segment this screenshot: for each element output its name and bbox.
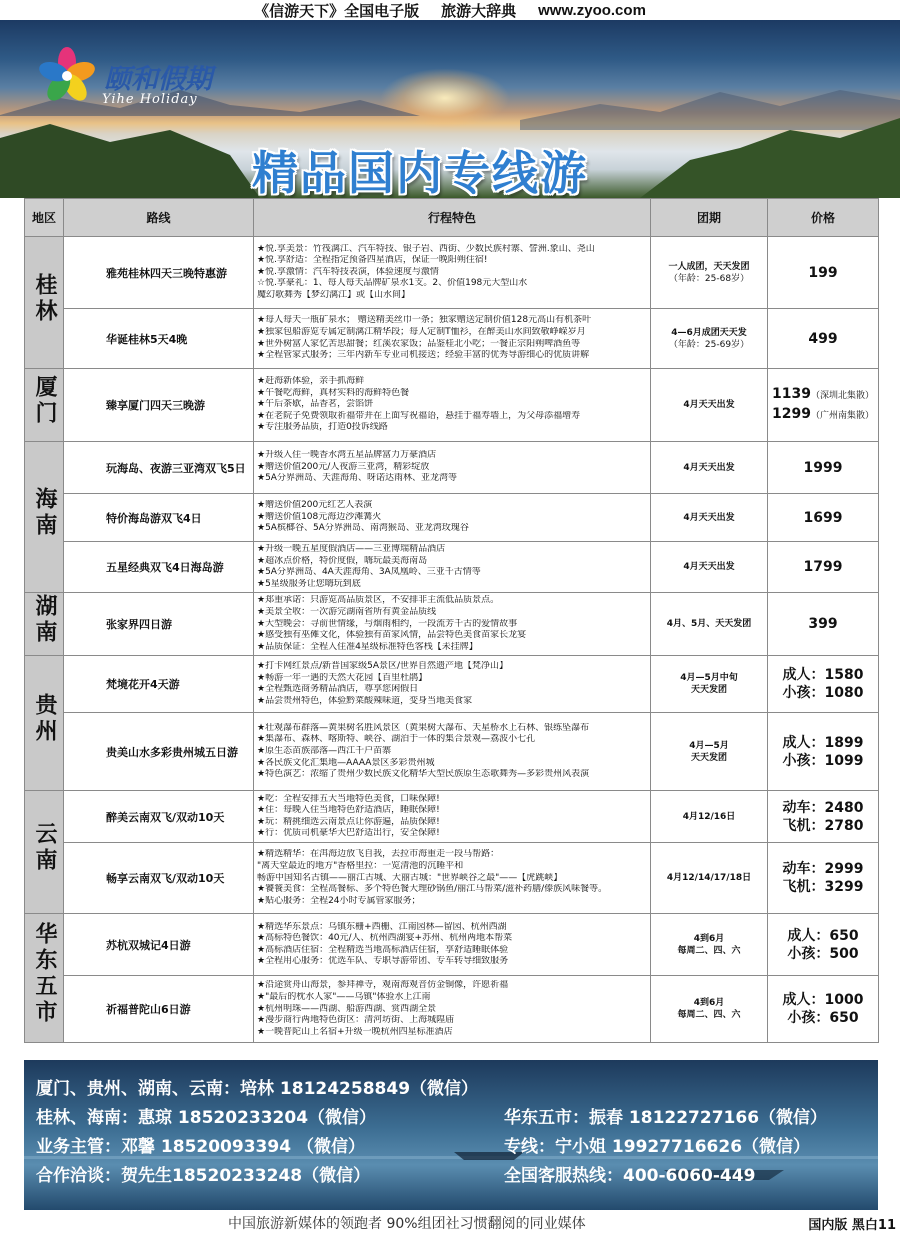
route-features	[254, 656, 651, 713]
feature-line: ★各民族文化汇集地—AAAA景区多彩贵州城	[257, 757, 435, 768]
route-features	[254, 593, 651, 656]
route-price	[768, 309, 879, 369]
price-note: （深圳北集散）	[810, 391, 874, 401]
feature-line: ★"最后的枕水人家"——乌镇"体验水上江南	[257, 991, 431, 1002]
logo	[34, 46, 212, 106]
feature-line: ★精选华东景点：乌镇东栅+西栅、江南园林—留园、杭州西湖	[257, 921, 507, 932]
route-title[interactable]: 苏杭双城记4日游	[64, 914, 254, 976]
region-cell	[25, 237, 64, 369]
price-value: 飞机：3299	[782, 879, 864, 896]
table-row	[25, 369, 879, 442]
table-row	[25, 843, 879, 914]
feature-line: ★玩：精挑细选云南景点让你游遍，品质保障!	[257, 816, 440, 827]
feature-line: ★全程甄选商务精品酒店，尊享您闲假日	[257, 684, 419, 695]
price-line	[768, 666, 878, 684]
feature-line: ★打卡网红景点/新晋国家级5A景区/世界自然遗产地【梵净山】	[257, 661, 509, 672]
region-name: 厦门	[32, 375, 57, 427]
contact-entry[interactable]: 全国客服热线：400-6060-449	[504, 1166, 756, 1186]
schedule-line: 4—6月成团天天发	[671, 327, 747, 338]
feature-line: ★赶海新体验，亲手抓海鲜	[257, 376, 365, 387]
feature-line: ★品质保证：全程入住准4星级标准特色客栈【未挂牌】	[257, 641, 478, 652]
price-value: 499	[808, 330, 838, 347]
region-cell	[25, 369, 64, 442]
price-line	[768, 734, 878, 752]
price-value: 1699	[803, 509, 843, 526]
schedule-line: 每周二、四、六	[677, 1010, 741, 1021]
feature-line: ★5星级服务让您嗨玩到底	[257, 578, 361, 589]
route-title[interactable]: 贵美山水多彩贵州城五日游	[64, 713, 254, 791]
route-schedule	[651, 542, 768, 593]
route-features	[254, 713, 651, 791]
region-name: 贵州	[32, 693, 57, 746]
route-schedule	[651, 976, 768, 1043]
top-header	[0, 0, 900, 20]
route-title[interactable]: 华诞桂林5天4晚	[64, 309, 254, 369]
region-cell	[25, 791, 64, 914]
region-cell	[25, 656, 64, 791]
route-features	[254, 494, 651, 542]
price-value: 飞机：2780	[782, 817, 864, 834]
price-value: 1139	[772, 386, 811, 402]
route-schedule	[651, 791, 768, 843]
price-line	[768, 558, 878, 576]
table-row	[25, 656, 879, 713]
feature-line: ★升级入住一晚香水湾五星品牌富力万豪酒店	[257, 450, 437, 461]
feature-line: ★赠送价值108元海边沙滩篝火	[257, 511, 382, 522]
col-route: 路线	[64, 199, 254, 237]
price-line	[768, 1009, 878, 1027]
schedule-line: 每周二、四、六	[677, 945, 741, 956]
route-schedule	[651, 442, 768, 494]
price-line	[768, 405, 878, 425]
route-schedule	[651, 494, 768, 542]
route-title[interactable]: 畅享云南双飞/双动10天	[64, 843, 254, 914]
contact-entry[interactable]: 专线：宁小姐 19927716626（微信）	[504, 1137, 811, 1157]
price-line	[768, 817, 878, 835]
feature-line: ★世外树富人家忆苦思甜餐；红溪农家饭；品鉴桂北小吃；一餐正宗阳朔啤酒鱼等	[257, 338, 581, 349]
price-value: 动车：2480	[782, 799, 864, 816]
feature-line: ★悦.享美景：竹筏漓江、汽车特技、银子岩、西街、少数民族村寨、訾洲.象山、尧山	[257, 243, 595, 254]
route-features	[254, 542, 651, 593]
feature-line: ★沿途赏舟山海景，参拜禅寺，观南海观音仿金铜像，许愿祈福	[257, 980, 509, 991]
route-schedule	[651, 843, 768, 914]
price-value: 小孩：1099	[782, 752, 864, 769]
route-price	[768, 369, 879, 442]
schedule-line: 4到6月	[693, 933, 725, 944]
feature-line: ★感受独有巫傩文化，体验独有苗家风情，品尝特色美食苗家长龙宴	[257, 630, 527, 641]
price-value: 1999	[803, 459, 843, 476]
schedule-line: 4月天天出发	[683, 462, 735, 473]
route-price	[768, 237, 879, 309]
route-price	[768, 494, 879, 542]
route-features	[254, 442, 651, 494]
price-line	[768, 752, 878, 770]
schedule-line: 4月—5月	[689, 740, 729, 751]
table-row	[25, 593, 879, 656]
feature-line: ★午餐吃海鲜，真材实料的海鲜特色餐	[257, 387, 410, 398]
price-line	[768, 878, 878, 896]
feature-line: ★专注服务品质，打造0投诉线路	[257, 422, 388, 433]
route-title[interactable]: 雅苑桂林四天三晚特惠游	[64, 237, 254, 309]
price-value: 1299	[772, 406, 811, 422]
table-row	[25, 237, 879, 309]
page-folio: 国内版 黑白11	[808, 1218, 896, 1233]
contact-entry[interactable]: 厦门、贵州、湖南、云南：培林 18124258849（微信）	[36, 1079, 479, 1099]
feature-line: ★每人每天一瓶矿泉水； 赠送精美丝巾一条；独家赠送定制价值128元高山有机茶叶	[257, 315, 592, 326]
schedule-line: 4到6月	[693, 998, 725, 1009]
feature-line: ★一晚普陀山上名宿+升级一晚杭州四星标准酒店	[257, 1026, 453, 1037]
logo-english: Yihe Holiday	[102, 92, 198, 107]
feature-line: ★郑重承诺：只游览高品质景区，不安排非主流低品质景点。	[257, 595, 500, 606]
feature-line: 畅游中国知名古镇——丽江古城、大丽古城："世界峡谷之最"——【虎跳峡】	[257, 872, 563, 883]
feature-line: 魔幻歌舞秀【梦幻漓江】或【山水间】	[257, 289, 411, 300]
feature-line: ★精选精华：在洱海边放飞自我，去拉市海重走一段马帮路：	[257, 849, 500, 860]
route-price	[768, 656, 879, 713]
schedule-line: 4月—5月中旬	[680, 673, 738, 684]
price-line	[768, 615, 878, 633]
price-line	[768, 264, 878, 282]
feature-line: ★畅游一年一遇的天然大花园【百里杜鹃】	[257, 672, 428, 683]
col-features: 行程特色	[254, 199, 651, 237]
table-row	[25, 713, 879, 791]
route-features	[254, 914, 651, 976]
contact-entry[interactable]: 华东五市：振春 18122727166（微信）	[504, 1108, 828, 1128]
route-price	[768, 442, 879, 494]
price-value: 小孩：650	[787, 1010, 859, 1027]
table-row	[25, 914, 879, 976]
route-title[interactable]: 五星经典双飞4日海岛游	[64, 542, 254, 593]
route-price	[768, 843, 879, 914]
schedule-line: 天天发团	[690, 685, 727, 696]
feature-line: ★赠送价值200元/人夜游三亚湾，精彩绽放	[257, 461, 430, 472]
schedule-line: 一人成团，天天发团	[668, 261, 750, 272]
pinwheel-logo-icon	[34, 46, 100, 106]
route-schedule	[651, 369, 768, 442]
route-price	[768, 542, 879, 593]
route-features	[254, 369, 651, 442]
contact-footer	[24, 1060, 878, 1210]
region-cell	[25, 914, 64, 1043]
region-name: 海南	[32, 487, 57, 540]
region-name: 华东五市	[32, 922, 57, 1027]
banner	[0, 20, 900, 198]
route-price	[768, 914, 879, 976]
route-features	[254, 237, 651, 309]
price-value: 动车：2999	[782, 861, 864, 878]
table-row	[25, 309, 879, 369]
age-note: （年龄：25-69岁）	[668, 339, 750, 350]
logo-name: 颐和假期	[104, 63, 212, 95]
table-row	[25, 976, 879, 1043]
feature-line: ★独家包船游览专属定制漓江精华段；每人定制T恤衫，在醉美山水间致敬峥嵘岁月	[257, 326, 586, 337]
feature-line: ★午后茶歇，品香茗，尝馅饼	[257, 399, 374, 410]
price-value: 1799	[803, 559, 843, 576]
route-features	[254, 843, 651, 914]
price-value: 小孩：500	[787, 945, 859, 962]
feature-line: ★高标酒店住宿：全程精选当地高标酒店住宿，享舒适睡眠体验	[257, 944, 509, 955]
price-line	[768, 799, 878, 817]
col-schedule: 团期	[651, 199, 768, 237]
price-line	[768, 330, 878, 348]
schedule-line: 4月、5月、天天发团	[666, 619, 752, 630]
price-value: 小孩：1080	[782, 685, 864, 702]
route-title[interactable]: 玩海岛、夜游三亚湾双飞5日	[64, 442, 254, 494]
route-title[interactable]: 特价海岛游双飞4日	[64, 494, 254, 542]
feature-line: ★在老院子免费领取祈福带并在上面写祝福语，悬挂于福寿墙上，为父母添福增寿	[257, 410, 581, 421]
price-value: 成人：650	[787, 927, 859, 944]
header-publication: 《信游天下》全国电子版	[254, 1, 420, 20]
region-cell	[25, 442, 64, 593]
region-cell	[25, 593, 64, 656]
schedule-line: 4月12/16日	[682, 811, 736, 822]
feature-line: ★行：优质司机豪华大巴舒适出行，安全保障!	[257, 828, 440, 839]
route-schedule	[651, 593, 768, 656]
feature-line: ★悦.享激情：汽车特技表演，体验速度与激情	[257, 266, 439, 277]
feature-line: ★悦.享舒适：全程指定预备四星酒店，保证一晚阳朔住宿!	[257, 255, 488, 266]
feature-line: ★品尝贵州特色，体验黔菜酸辣味道，变身当地美食家	[257, 695, 473, 706]
price-line	[768, 927, 878, 945]
price-note: （广州南集散）	[810, 411, 874, 421]
route-price	[768, 713, 879, 791]
route-title[interactable]: 梵境花开4天游	[64, 656, 254, 713]
bottom-bar	[0, 1212, 900, 1233]
route-title[interactable]: 醉美云南双飞/双动10天	[64, 791, 254, 843]
price-line	[768, 991, 878, 1009]
route-schedule	[651, 656, 768, 713]
route-schedule	[651, 713, 768, 791]
schedule-line: 4月天天出发	[683, 400, 735, 410]
contact-entry[interactable]: 桂林、海南：惠琼 18520233204（微信）	[36, 1108, 377, 1128]
feature-line: ★原生态苗族部落—西江千户苗寨	[257, 746, 392, 757]
feature-line: ★漫步商行两地特色街区：清河坊街、上海城隍庙	[257, 1015, 455, 1026]
feature-line: ★壮观瀑布群落—黄果树名胜风景区（黄果树大瀑布、天星桥水上石林、银练坠瀑布	[257, 722, 590, 733]
feature-line: ★超冰点价格，特价度假，嗨玩最美海南岛	[257, 555, 428, 566]
feature-line: ★杭州明珠——西湖、船游西湖、赏西湖全景	[257, 1003, 437, 1014]
price-value: 成人：1580	[782, 667, 864, 684]
route-price	[768, 791, 879, 843]
route-price	[768, 976, 879, 1043]
table-row	[25, 442, 879, 494]
contact-entry[interactable]: 合作洽谈：贺先生18520233248（微信）	[36, 1166, 371, 1186]
feature-line: ★贴心服务：全程24小时专属管家服务；	[257, 895, 421, 906]
feature-line: ★饕餮美食：全程高餐标、多个特色餐大理砂锅鱼/丽江马帮菜/滋补药膳/傣族风味餐等。	[257, 884, 608, 895]
route-schedule	[651, 914, 768, 976]
price-value: 199	[808, 264, 838, 281]
table-row	[25, 791, 879, 843]
slogan: 中国旅游新媒体的领跑者 90%组团社习惯翻阅的同业媒体	[228, 1216, 586, 1232]
route-title[interactable]: 臻享厦门四天三晚游	[64, 369, 254, 442]
feature-line: ★升级一晚五星度假酒店——三亚博瑞精品酒店	[257, 544, 446, 554]
col-region: 地区	[25, 199, 64, 237]
route-title[interactable]: 祈福普陀山6日游	[64, 976, 254, 1043]
contact-entry[interactable]: 业务主管：邓馨 18520093394 （微信）	[36, 1137, 365, 1157]
feature-line: ★吃：全程安排五大当地特色美食，口味保障!	[257, 793, 440, 804]
feature-line: ★大型晚会：寻前世情缘，与烟雨相约，一段流芳千古的爱情故事	[257, 618, 518, 629]
feature-line: ☆悦.享豪礼：1、每人每天品牌矿泉水1支。2、价值198元大型山水	[257, 278, 528, 289]
header-book: 旅游大辞典	[441, 1, 517, 20]
feature-line: ★5A槟榔谷、5A分界洲岛、南湾猴岛、亚龙湾玫瑰谷	[257, 523, 469, 534]
feature-line: "离天堂最近的地方"香格里拉：一览清池的沉睡平和	[257, 860, 464, 871]
schedule-line: 4月天天出发	[683, 512, 735, 523]
route-title[interactable]: 张家界四日游	[64, 593, 254, 656]
schedule-line: 天天发团	[690, 752, 727, 763]
route-features	[254, 309, 651, 369]
feature-line: ★5A分界洲岛、4A天涯海角、3A凤凰岭、三亚千古情等	[257, 567, 481, 578]
price-line	[768, 509, 878, 527]
header-url[interactable]: www.zyoo.com	[538, 1, 646, 19]
age-note: （年龄：25-68岁）	[668, 273, 750, 284]
region-name: 桂林	[32, 272, 57, 325]
price-value: 399	[808, 616, 838, 633]
feature-line: ★特色演艺：浓缩了贵州少数民族文化精华大型民族原生态歌舞秀—多彩贵州风表演	[257, 769, 590, 780]
feature-line: ★全程用心服务：优选车队、专职导游带团、专车转导细致服务	[257, 956, 509, 967]
feature-line: ★集瀑布、森林、喀斯特、峡谷、湖泊于一体的集合景观—荔波小七孔	[257, 734, 536, 745]
route-table	[24, 198, 878, 1043]
table-row	[25, 494, 879, 542]
price-value: 成人：1899	[782, 734, 864, 751]
feature-line: ★美景全收：一次游完湖南省所有黄金品质线	[257, 606, 437, 617]
table-header-row	[25, 199, 879, 237]
schedule-line: 4月12/14/17/18日	[666, 873, 752, 884]
region-name: 湖南	[32, 594, 57, 647]
route-features	[254, 791, 651, 843]
feature-line: ★高标特色餐饮：40元/人、杭州西湖宴+苏州、杭州两地本帮菜	[257, 933, 513, 944]
region-name: 云南	[32, 822, 57, 875]
headline: 精品国内专线游	[252, 146, 588, 198]
price-line	[768, 945, 878, 963]
route-features	[254, 976, 651, 1043]
feature-line: ★5A分界洲岛、天涯海角、呀诺达雨林、亚龙湾等	[257, 473, 457, 484]
price-line	[768, 860, 878, 878]
route-price	[768, 593, 879, 656]
price-value: 成人：1000	[782, 992, 864, 1009]
price-line	[768, 684, 878, 702]
feature-line: ★全程管家式服务；三年内新车专业司机接送；经验丰富的优秀导游细心的优质讲解	[257, 350, 590, 361]
col-price: 价格	[768, 199, 879, 237]
route-schedule	[651, 237, 768, 309]
route-schedule	[651, 309, 768, 369]
table-row	[25, 542, 879, 593]
price-line	[768, 459, 878, 477]
feature-line: ★赠送价值200元红艺人表演	[257, 500, 373, 511]
feature-line: ★住：每晚入住当地特色舒适酒店，睡眠保障!	[257, 805, 440, 816]
schedule-line: 4月天天出发	[683, 562, 735, 573]
price-line	[768, 385, 878, 405]
